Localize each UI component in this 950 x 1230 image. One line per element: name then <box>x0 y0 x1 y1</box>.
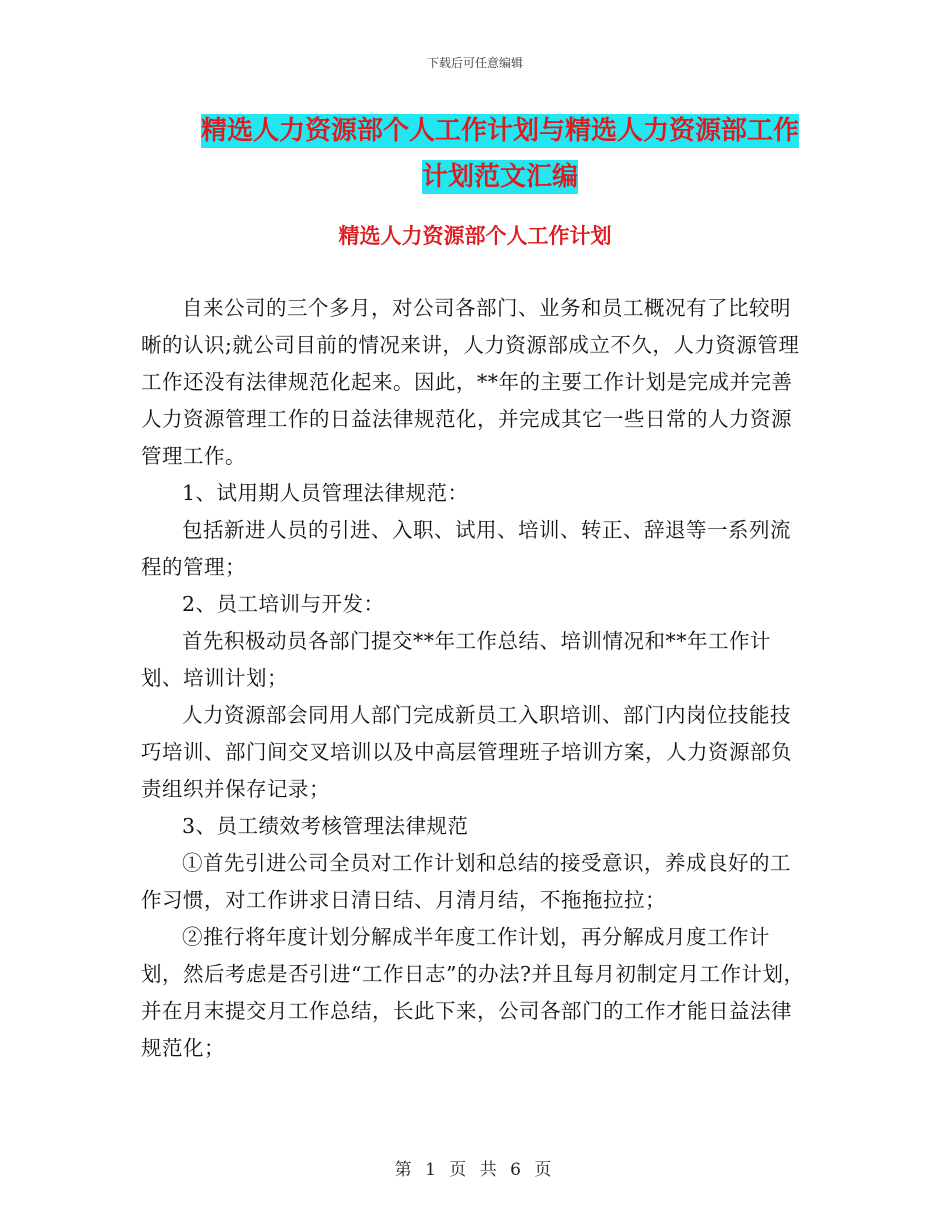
paragraph: ②推行将年度计划分解成半年度工作计划，再分解成月度工作计划，然后考虑是否引进“工作日志”的办法?并且每月初制定月工作计划，并在月末提交月工作总结，长此下来，公司各部门的工作才能日益法律规范化； <box>141 925 805 1060</box>
paragraph: 首先积极动员各部门提交**年工作总结、培训情况和**年工作计划、培训计划； <box>141 629 771 690</box>
header-note: 下载后可任意编辑 <box>426 56 523 70</box>
section-title: 精选人力资源部个人工作计划 <box>338 224 612 248</box>
paragraph: 2、员工培训与开发： <box>182 592 385 616</box>
paragraph: 人力资源部会同用人部门完成新员工入职培训、部门内岗位技能技巧培训、部门间交叉培训以及中高层管理班子培训方案，人力资源部负责组织并保存记录； <box>141 703 792 801</box>
document-body <box>141 290 806 1067</box>
paragraph: 包括新进人员的引进、入职、试用、培训、转正、辞退等一系列流程的管理； <box>141 518 791 579</box>
document-title <box>190 108 810 200</box>
paragraph: 3、员工绩效考核管理法律规范 <box>182 814 469 838</box>
paragraph: 1、试用期人员管理法律规范： <box>182 481 469 505</box>
paragraph: ①首先引进公司全员对工作计划和总结的接受意识，养成良好的工作习惯，对工作讲求日清日结、月清月结，不拖拖拉拉； <box>141 851 791 912</box>
page-footer: 第 1 页 共 6 页 <box>394 1160 556 1180</box>
document-title-text: 精选人力资源部个人工作计划与精选人力资源部工作计划范文汇编 <box>200 116 799 192</box>
paragraph: 自来公司的三个多月，对公司各部门、业务和员工概况有了比较明晰的认识;就公司目前的情况来讲，人力资源部成立不久，人力资源管理工作还没有法律规范化起来。因此，**年的主要工作计划是完成并完善人力资源管理工作的日益法律规范化，并完成其它一些日常的人力资源管理工作。 <box>141 296 800 468</box>
